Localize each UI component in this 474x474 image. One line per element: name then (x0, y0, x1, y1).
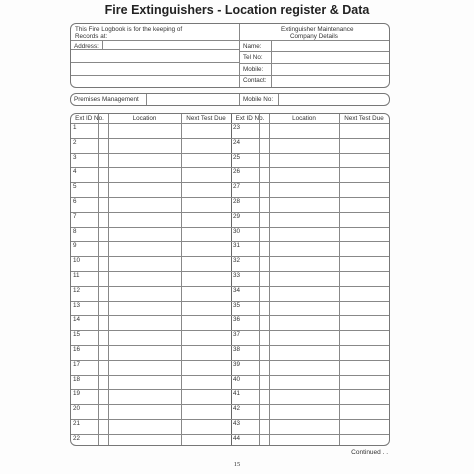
row-id-right: 35 (233, 301, 241, 309)
row-id-right: 36 (233, 316, 241, 324)
row-id-left: 19 (73, 390, 81, 398)
row-id-right: 42 (233, 405, 241, 413)
name-label: Name: (243, 43, 262, 50)
row-id-left: 3 (73, 153, 77, 161)
row-id-left: 1 (73, 124, 77, 131)
page-title: Fire Extinguishers - Location register & Data (104, 3, 370, 17)
row-id-right: 24 (233, 138, 241, 146)
row-id-left: 10 (73, 257, 81, 265)
row-id-left: 22 (73, 434, 81, 442)
row-id-left: 21 (73, 420, 81, 427)
row-id-right: 26 (233, 168, 241, 176)
tel-label: Tel No: (243, 54, 263, 61)
page-number: 15 (233, 461, 241, 468)
row-id-left: 13 (73, 301, 81, 309)
row-id-right: 39 (233, 360, 241, 368)
col-header-next-left: Next Test Due (186, 115, 226, 122)
row-id-right: 23 (233, 124, 241, 131)
address-label: Address: (74, 43, 99, 50)
logbook-text-line1: This Fire Logbook is for the keeping of (75, 26, 183, 33)
register-table (70, 113, 390, 446)
row-id-left: 9 (73, 242, 77, 250)
row-id-left: 2 (73, 138, 77, 146)
row-id-right: 40 (233, 375, 241, 383)
row-id-left: 11 (73, 272, 80, 279)
row-id-right: 25 (233, 153, 241, 161)
logbook-text-line2: Records at: (75, 33, 108, 40)
row-id-left: 15 (73, 331, 81, 339)
row-id-right: 38 (233, 346, 241, 353)
row-id-left: 14 (73, 316, 81, 324)
col-header-id-right: Ext ID No. (235, 115, 265, 122)
row-id-right: 32 (233, 257, 241, 265)
row-id-left: 8 (73, 227, 77, 235)
row-id-left: 12 (73, 286, 81, 294)
col-header-location-right: Location (292, 115, 316, 122)
row-id-left: 7 (73, 212, 77, 220)
row-id-left: 16 (73, 346, 81, 353)
mobile-label: Mobile: (243, 66, 264, 73)
maintenance-heading-line1: Extinguisher Maintenance (281, 26, 354, 33)
premises-mobile-label: Mobile No: (243, 96, 274, 103)
records-info-box (70, 23, 390, 88)
premises-box (70, 93, 390, 106)
contact-label: Contact: (243, 77, 267, 84)
col-header-location-left: Location (132, 115, 157, 122)
row-id-left: 5 (73, 183, 77, 191)
row-id-left: 18 (73, 375, 81, 383)
row-id-right: 41 (233, 390, 241, 398)
row-id-right: 27 (233, 183, 241, 191)
row-id-right: 37 (233, 331, 241, 339)
row-id-left: 20 (73, 405, 81, 413)
col-header-id-left: Ext ID No. (75, 115, 104, 122)
maintenance-heading-line2: Company Details (290, 33, 338, 40)
col-header-next-right: Next Test Due (344, 115, 384, 122)
row-id-right: 28 (233, 198, 241, 205)
row-id-right: 31 (233, 242, 241, 250)
row-id-right: 33 (233, 272, 241, 279)
row-id-right: 34 (233, 286, 241, 294)
row-id-left: 17 (73, 360, 81, 368)
premises-manager-label: Premises Management (74, 96, 139, 103)
row-id-right: 30 (233, 227, 241, 235)
row-id-left: 6 (73, 198, 77, 205)
row-id-right: 29 (233, 212, 241, 220)
row-id-left: 4 (73, 168, 77, 176)
row-id-right: 44 (233, 434, 241, 442)
row-id-right: 43 (233, 420, 241, 427)
continued-note: Continued . . (351, 449, 388, 456)
